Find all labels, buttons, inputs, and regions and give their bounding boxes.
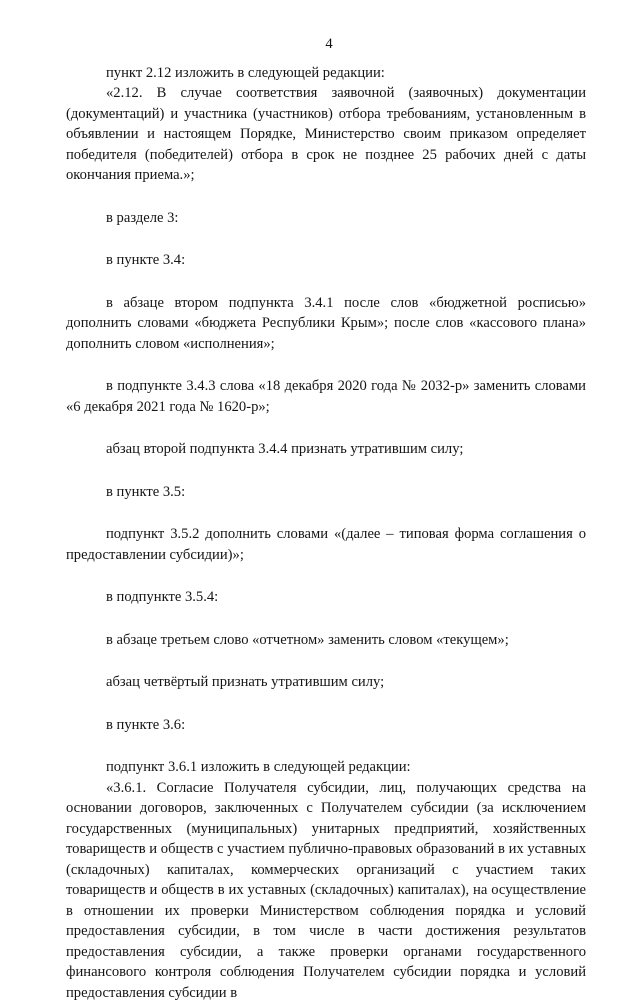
paragraph: в пункте 3.5: (66, 482, 586, 503)
paragraph: абзац четвёртый признать утратившим силу; (66, 672, 586, 693)
paragraph: в подпункте 3.5.4: (66, 587, 586, 608)
paragraph: в пункте 3.6: (66, 715, 586, 736)
paragraph: в подпункте 3.4.3 слова «18 декабря 2020 года № 2032-р» заменить словами «6 декабря 2021 года № 1620-р»; (66, 376, 586, 417)
paragraph: «3.6.1. Согласие Получателя субсидии, лиц, получающих средства на основании договоров, заключенных с Получателем субсидии (за исключением государственных (муниципальных) унитарных предприятий, хозяйственных товариществ и обществ с участием публично-правовых образований в их уставных (складочных) капиталах, коммерческих организаций с участием таких товариществ и обществ в их уставных (складочных) капиталах), на осуществление в отношении их проверки Министерством соблюдения порядка и условий предоставления субсидии, в том числе в части достижения результатов предоставления субсидии, а также проверки органами государственного финансового контроля соблюдения Получателем субсидии порядка и условий предоставления субсидии в (66, 778, 586, 1003)
paragraph: подпункт 3.5.2 дополнить словами «(далее – типовая форма соглашения о предоставлении субсидии)»; (66, 524, 586, 565)
paragraph: в абзаце третьем слово «отчетном» заменить словом «текущем»; (66, 630, 586, 651)
paragraph: в разделе 3: (66, 208, 586, 229)
page-number: 4 (66, 34, 586, 55)
paragraph: в пункте 3.4: (66, 250, 586, 271)
paragraph: «2.12. В случае соответствия заявочной (заявочных) документации (документаций) и участника (участников) отбора требованиям, установленным в объявлении и настоящем Порядке, Министерство своим приказом определяет победителя (победителей) отбора в срок не позднее 25 рабочих дней с даты окончания приема.»; (66, 83, 586, 186)
paragraph: подпункт 3.6.1 изложить в следующей редакции: (66, 757, 586, 778)
document-body (66, 63, 586, 1003)
paragraph: в абзаце втором подпункта 3.4.1 после слов «бюджетной росписью» дополнить словами «бюджета Республики Крым»; после слов «кассового плана» дополнить словом «исполнения»; (66, 293, 586, 355)
paragraph: абзац второй подпункта 3.4.4 признать утратившим силу; (66, 439, 586, 460)
paragraph: пункт 2.12 изложить в следующей редакции: (66, 63, 586, 84)
document-page (66, 34, 586, 1003)
